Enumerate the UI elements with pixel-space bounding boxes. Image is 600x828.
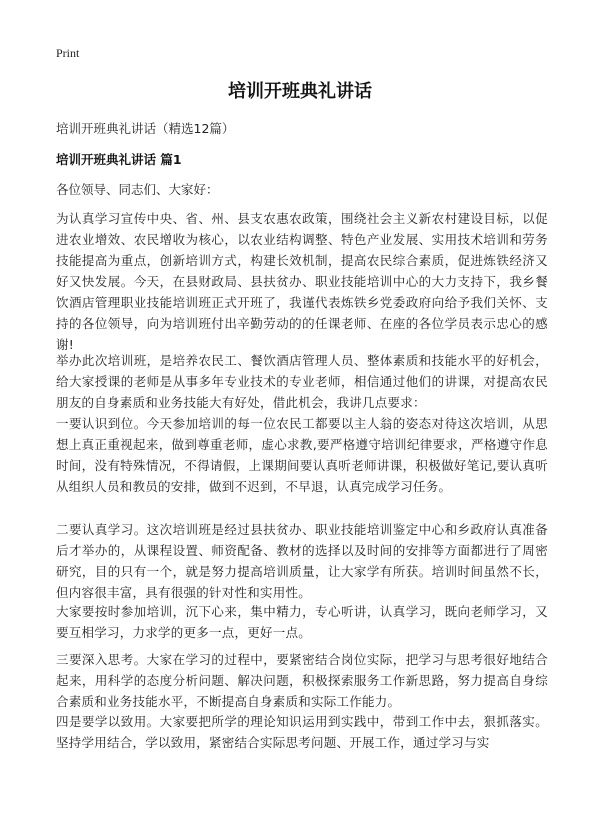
body-paragraph: 二要认真学习。这次培训班是经过县扶贫办、职业技能培训鉴定中心和乡政府认真准备后才举办的，从课程设置、师资配备、教材的选择以及时间的安排等方面都进行了周密研究，目的只有一个，就是努力提高培训质量，让大家学有所获。培训时间虽然不长，但内容很丰富，具有很强的针对性和实用性。 — [56, 522, 548, 600]
print-link[interactable]: Print — [56, 46, 80, 60]
page-title: 培训开班典礼讲话 — [228, 81, 372, 102]
body-paragraph: 为认真学习宣传中央、省、州、县支农惠农政策，围绕社会主义新农村建设目标，以促进农业增效、农民增收为核心，以农业结构调整、特色产业发展、实用技术培训和劳务技能提高为重点，创新培训方式，构建长效机制，提高农民综合素质，促进炼铁经济又好又快发展。今天，在县财政局、县扶贫办、职业技能培训中心的大力支持下，我乡餐饮酒店管理职业技能培训班正式开班了，我谨代表炼铁乡党委政府向给予我们关怀、支持的各位领导，向为培训班付出辛勤劳动的的任课老师、在座的各位学员表示忠心的感谢! — [56, 211, 548, 352]
body-paragraph: 一要认识到位。今天参加培训的每一位农民工都要以主人翁的姿态对待这次培训，从思想上真正重视起来，做到尊重老师，虚心求教,要严格遵守培训纪律要求，严格遵守作息时间，没有特殊情况，不得请假，上课期间要认真听老师讲课，积极做好笔记,要认真听从组织人员和教员的安排，做到不迟到，不早退，认真完成学习任务。 — [56, 416, 548, 494]
body-paragraph: 大家要按时参加培训，沉下心来，集中精力，专心听讲，认真学习，既向老师学习，又要互相学习，力求学的更多一点，更好一点。 — [56, 604, 548, 640]
body-paragraph: 举办此次培训班，是培养农民工、餐饮酒店管理人员、整体素质和技能水平的好机会，给大家授课的老师是从事多年专业技术的专业老师，相信通过他们的讲课，对提高农民朋友的自身素质和业务技能大有好处，借此机会，我讲几点要求： — [56, 353, 548, 410]
section-heading: 培训开班典礼讲话 篇1 — [56, 152, 182, 167]
body-paragraph: 三要深入思考。大家在学习的过程中，要紧密结合岗位实际，把学习与思考很好地结合起来，用科学的态度分析问题、解决问题，积极探索服务工作新思路，努力提高自身综合素质和业务技能水平，不断提高自身素质和实际工作能力。 — [56, 652, 548, 709]
document-subtitle: 培训开班典礼讲话（精选12篇） — [56, 121, 235, 136]
greeting-line: 各位领导、同志们、大家好： — [56, 182, 219, 197]
body-paragraph: 四是要学以致用。大家要把所学的理论知识运用到实践中，带到工作中去，狠抓落实。坚持学用结合，学以致用，紧密结合实际思考问题、开展工作，通过学习与实 — [56, 714, 548, 750]
